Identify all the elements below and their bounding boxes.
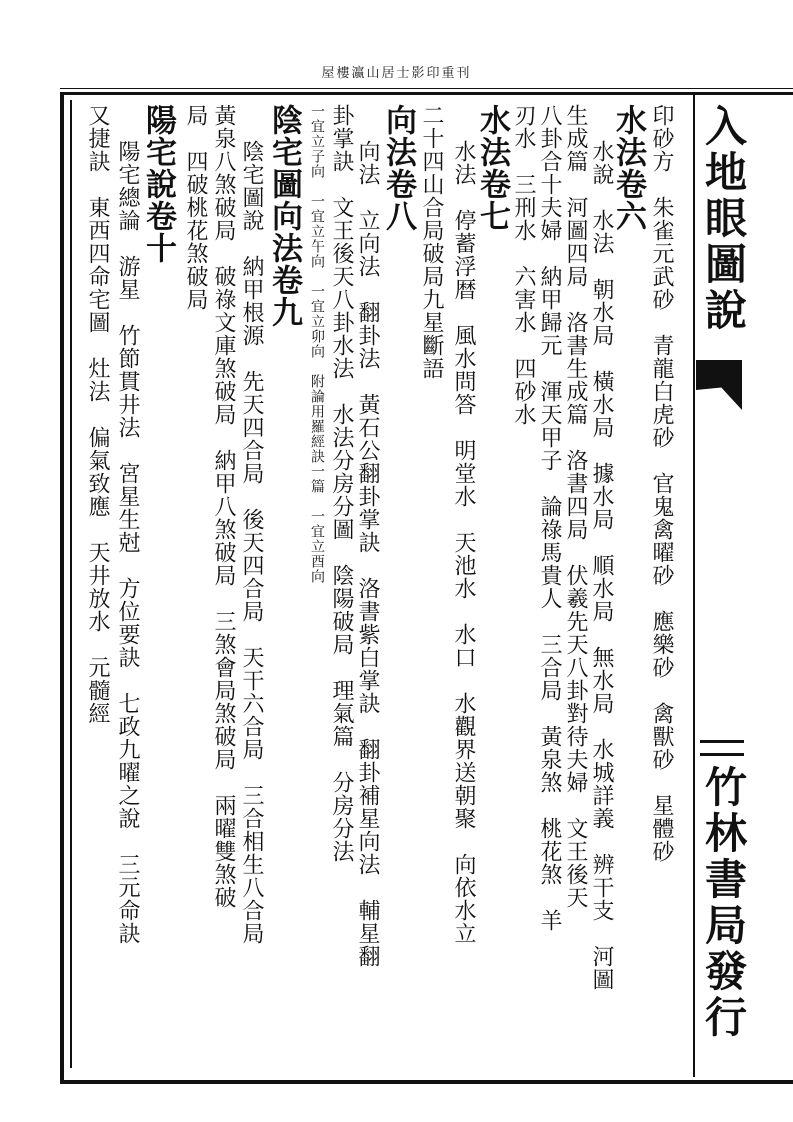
toc-line-5: 刃水 三刑水 六害水 四砂水 (511, 104, 536, 426)
toc-line-8: 向法 立向法 翻卦法 黃石公翻卦掌訣 洛書紫白掌訣 翻卦補星向法 輔星翻 (355, 140, 380, 968)
book-title: 入地眼圖說 (699, 104, 748, 334)
toc-line-15: 又捷訣 東西四命宅圖 灶法 偏氣致應 天井放水 元髓經 (85, 104, 110, 725)
toc-line-13: 局 四破桃花煞破局 (183, 104, 208, 311)
toc-line-2: 水說 水法 朝水局 橫水局 據水局 順水局 無水局 水城詳義 辨干支 河圖 (589, 140, 614, 991)
toc-line-11: 陰宅圖說 納甲根源 先天四合局 後天四合局 天干六合局 三合相生八合局 (239, 140, 264, 945)
publisher-rules (700, 740, 744, 766)
chapter-heading-6: 水法卷六 (610, 104, 646, 232)
toc-line-6: 水法 停蓄浮暦 風水問答 明堂水 天池水 水口 水觀界送朝聚 向依水立 (451, 140, 476, 945)
toc-line-3: 生成篇 河圖四局 洛書生成篇 洛書四局 伏羲先天八卦對待夫婦 文王後天 (563, 104, 588, 909)
title-panel-rule (693, 92, 695, 1077)
inner-frame-rule (70, 100, 72, 1068)
chapter-heading-7: 水法卷七 (474, 104, 510, 232)
toc-line-10: 一宜立子向 一宜立午向 一宜立卯向 附論用羅經訣一篇 一宜立酉向 (309, 104, 325, 584)
chapter-heading-10: 陽宅說卷十 (140, 104, 176, 264)
page-header: 屋樓瀛山居士影印重刊 (321, 66, 472, 81)
chapter-heading-8: 向法卷八 (380, 104, 416, 232)
toc-line-1: 印砂方 朱雀元武砂 青龍白虎砂 官鬼禽曜砂 應樂砂 禽獸砂 星體砂 (649, 104, 674, 863)
toc-line-9: 卦掌訣 文王後天八卦水法 水法分房分圖 陰陽破局 理氣篇 分房分法 (329, 104, 354, 863)
publisher-name: 竹林書局發行 (699, 765, 748, 1041)
toc-line-12: 黃泉八煞破局 破祿文庫煞破局 納甲八煞破局 三煞會局煞破局 兩曜雙煞破 (211, 104, 236, 909)
chapter-heading-9: 陰宅圖向法卷九 (266, 104, 302, 328)
toc-line-7: 二十四山合局破局九星斷語 (419, 104, 444, 380)
header-rule (60, 88, 793, 89)
toc-line-4: 八卦合十夫婦 納甲歸元 渾天甲子 論祿馬貴人 三合局 黃泉煞 桃花煞 羊 (537, 104, 562, 932)
toc-line-14: 陽宅總論 游星 竹節貫井法 宮星生尅 方位要訣 七政九曜之說 三元命訣 (115, 140, 140, 945)
